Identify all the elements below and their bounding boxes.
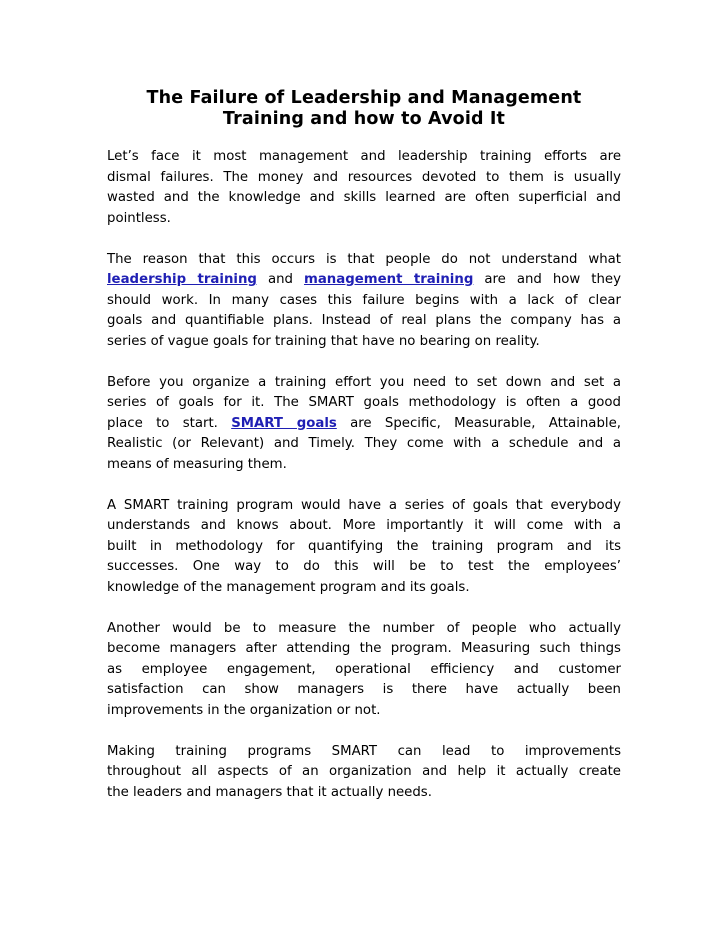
text-line: The reason that this occurs is that people do not understand what: [107, 251, 621, 267]
text-line: A SMART training program would have a series of goals that everybody: [107, 497, 621, 513]
text-line: Before you organize a training effort you need to set down and set a: [107, 374, 621, 390]
text-line: the leaders and managers that it actually needs.: [107, 784, 432, 800]
text-line: improvements in the organization or not.: [107, 702, 381, 718]
text-line: knowledge of the management program and its goals.: [107, 579, 470, 595]
text-line: pointless.: [107, 210, 171, 226]
text-line: series of vague goals for training that have no bearing on reality.: [107, 333, 540, 349]
paragraph-1: [107, 147, 621, 229]
title-line-2: Training and how to Avoid It: [222, 109, 506, 129]
management-training-link[interactable]: management training: [303, 272, 474, 287]
text-line: throughout all aspects of an organization and help it actually create: [107, 764, 621, 779]
paragraph-5: [107, 619, 621, 722]
text-line: should work. In many cases this failure begins with a lack of clear: [107, 292, 621, 308]
text-line: wasted and the knowledge and skills learned are often superficial and: [107, 190, 621, 205]
smart-goals-link[interactable]: SMART goals: [231, 415, 337, 431]
text-line: Let’s face it most management and leadership training efforts are: [107, 149, 621, 164]
text-line-with-link: [107, 414, 621, 435]
document-body: [107, 147, 621, 824]
link-separator-text: and: [256, 272, 304, 287]
text-line-with-links: [107, 270, 621, 291]
text-line: dismal failures. The money and resources devoted to them is usually: [107, 169, 621, 185]
paragraph-2: [107, 250, 621, 353]
text-line: Making training programs SMART can lead to improvements: [107, 743, 621, 759]
paragraph-4: [107, 496, 621, 599]
text-line: become managers after attending the program. Measuring such things: [107, 641, 621, 656]
text-line: means of measuring them.: [107, 456, 287, 472]
leadership-training-link[interactable]: leadership training: [107, 272, 257, 287]
text-fragment: are and how they: [473, 272, 621, 287]
text-line: successes. One way to do this will be to test the employees’: [107, 559, 621, 574]
text-line: series of goals for it. The SMART goals methodology is often a good: [107, 395, 621, 410]
text-line: understands and knows about. More importantly it will come with a: [107, 518, 621, 533]
document-title: [107, 88, 621, 130]
text-line: built in methodology for quantifying the training program and its: [107, 538, 621, 554]
paragraph-3: [107, 373, 621, 476]
paragraph-6: [107, 742, 621, 804]
text-line: satisfaction can show managers is there have actually been: [107, 682, 621, 697]
text-line: Another would be to measure the number of people who actually: [107, 620, 621, 636]
text-line: goals and quantifiable plans. Instead of real plans the company has a: [107, 313, 621, 328]
text-fragment: place to start.: [107, 415, 232, 431]
text-line: Realistic (or Relevant) and Timely. They come with a schedule and a: [107, 436, 621, 451]
text-line: as employee engagement, operational efficiency and customer: [107, 661, 621, 677]
title-line-1: The Failure of Leadership and Management: [146, 88, 582, 108]
text-fragment: are Specific, Measurable, Attainable,: [336, 415, 621, 431]
